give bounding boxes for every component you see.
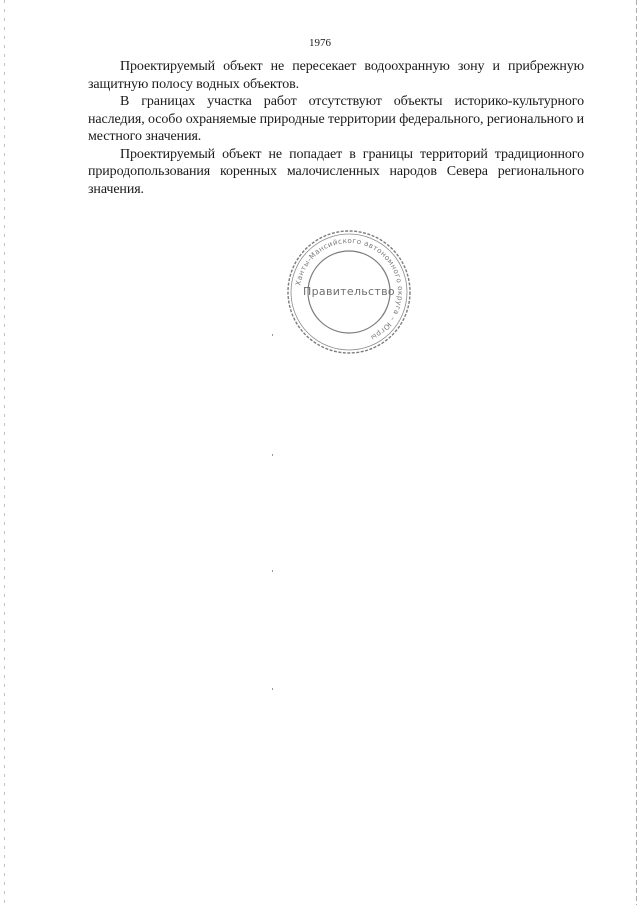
official-seal: [286, 229, 412, 355]
scan-speck: [272, 334, 273, 336]
scan-speck: [272, 688, 273, 690]
scan-speck: [272, 454, 273, 456]
scan-speck: [272, 570, 273, 572]
paragraph-indigenous-territories: Проектируемый объект не попадает в границы территорий традиционного природопользования коренных малочисленных народов Севера регионального значения.: [88, 146, 584, 197]
scan-edge-left: [4, 0, 5, 905]
document-body: [88, 58, 584, 198]
paragraph-heritage-objects: В границах участка работ отсутствуют объекты историко-культурного наследия, особо охраняемые природные территории федерального, регионального и местного значения.: [88, 94, 584, 144]
scan-edge-right: [636, 0, 637, 905]
paragraph-water-protection: Проектируемый объект не пересекает водоохранную зону и прибрежную защитную полосу водных объектов.: [88, 59, 584, 92]
page-number: 1976: [309, 37, 331, 49]
seal-ring-text: Ханты-Мансийского автономного округа – Югры: [293, 235, 406, 343]
seal-center-text: Правительство: [303, 285, 395, 298]
